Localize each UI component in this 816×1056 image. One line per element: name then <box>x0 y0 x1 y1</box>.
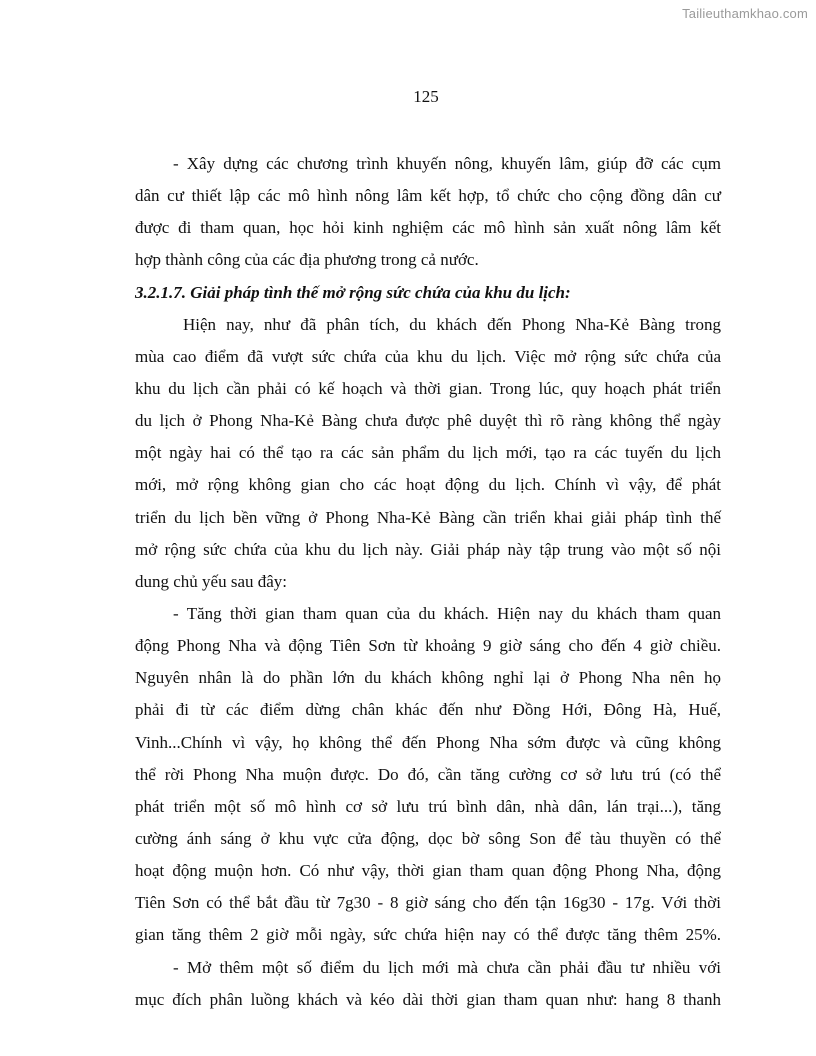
section-heading: 3.2.1.7. Giải pháp tình thế mở rộng sức chứa của khu du lịch: <box>135 282 571 302</box>
text-line: hợp thành công của các địa phương trong cả nước. <box>135 250 479 270</box>
text-line: - Xây dựng các chương trình khuyến nông, khuyến lâm, giúp đỡ các cụm <box>173 154 721 173</box>
document-body <box>135 148 721 1016</box>
text-line: mục đích phân luồng khách và kéo dài thời gian tham quan như: hang 8 thanh <box>135 989 721 1009</box>
text-line: du lịch ở Phong Nha-Kẻ Bàng chưa được phê duyệt thì rõ ràng không thể ngày <box>135 411 721 431</box>
watermark: Tailieuthamkhao.com <box>682 6 808 21</box>
page-number: 125 <box>413 87 439 106</box>
text-line: phải đi từ các điểm dừng chân khác đến như Đồng Hới, Đông Hà, Huế, <box>135 700 721 720</box>
text-line: động Phong Nha và động Tiên Sơn từ khoảng 9 giờ sáng cho đến 4 giờ chiều. <box>135 636 721 656</box>
text-line: được đi tham quan, học hỏi kinh nghiệm các mô hình sản xuất nông lâm kết <box>135 218 721 238</box>
text-line: Hiện nay, như đã phân tích, du khách đến Phong Nha-Kẻ Bàng trong <box>183 314 721 334</box>
text-line: Nguyên nhân là do phần lớn du khách không nghỉ lại ở Phong Nha nên họ <box>135 668 721 688</box>
text-line: - Mở thêm một số điểm du lịch mới mà chưa cần phải đầu tư nhiều với <box>173 957 721 977</box>
text-line: một ngày hai có thể tạo ra các sản phẩm du lịch mới, tạo ra các tuyến du lịch <box>135 443 721 463</box>
text-line: triển du lịch bền vững ở Phong Nha-Kẻ Bàng cần triển khai giải pháp tình thế <box>135 507 721 527</box>
text-line: gian tăng thêm 2 giờ mỗi ngày, sức chứa hiện nay có thể được tăng thêm 25%. <box>135 925 721 945</box>
text-line: mới, mở rộng không gian cho các hoạt động du lịch. Chính vì vậy, để phát <box>135 475 721 495</box>
text-line: Tiên Sơn có thể bắt đầu từ 7g30 - 8 giờ sáng cho đến tận 16g30 - 17g. Với thời <box>135 893 721 913</box>
text-line: dung chủ yếu sau đây: <box>135 571 288 591</box>
text-line: thể rời Phong Nha muộn được. Do đó, cần tăng cường cơ sở lưu trú (có thể <box>135 764 721 784</box>
text-line: phát triển một số mô hình cơ sở lưu trú bình dân, nhà dân, lán trại...), tăng <box>135 796 721 816</box>
text-line: - Tăng thời gian tham quan của du khách. Hiện nay du khách tham quan <box>173 603 721 623</box>
text-line: mùa cao điểm đã vượt sức chứa của khu du lịch. Việc mở rộng sức chứa của <box>135 346 721 366</box>
text-line: khu du lịch cần phải có kế hoạch và thời gian. Trong lúc, quy hoạch phát triển <box>135 378 721 398</box>
text-line: Vinh...Chính vì vậy, họ không thể đến Phong Nha sớm được và cũng không <box>135 732 721 752</box>
text-line: dân cư thiết lập các mô hình nông lâm kết hợp, tổ chức cho cộng đồng dân cư <box>135 186 721 206</box>
text-line: cường ánh sáng ở khu vực cửa động, dọc bờ sông Son để tàu thuyền có thể <box>135 828 721 848</box>
text-line: hoạt động muộn hơn. Có như vậy, thời gian tham quan động Phong Nha, động <box>135 861 721 881</box>
text-line: mở rộng sức chứa của khu du lịch này. Giải pháp này tập trung vào một số nội <box>135 539 721 559</box>
